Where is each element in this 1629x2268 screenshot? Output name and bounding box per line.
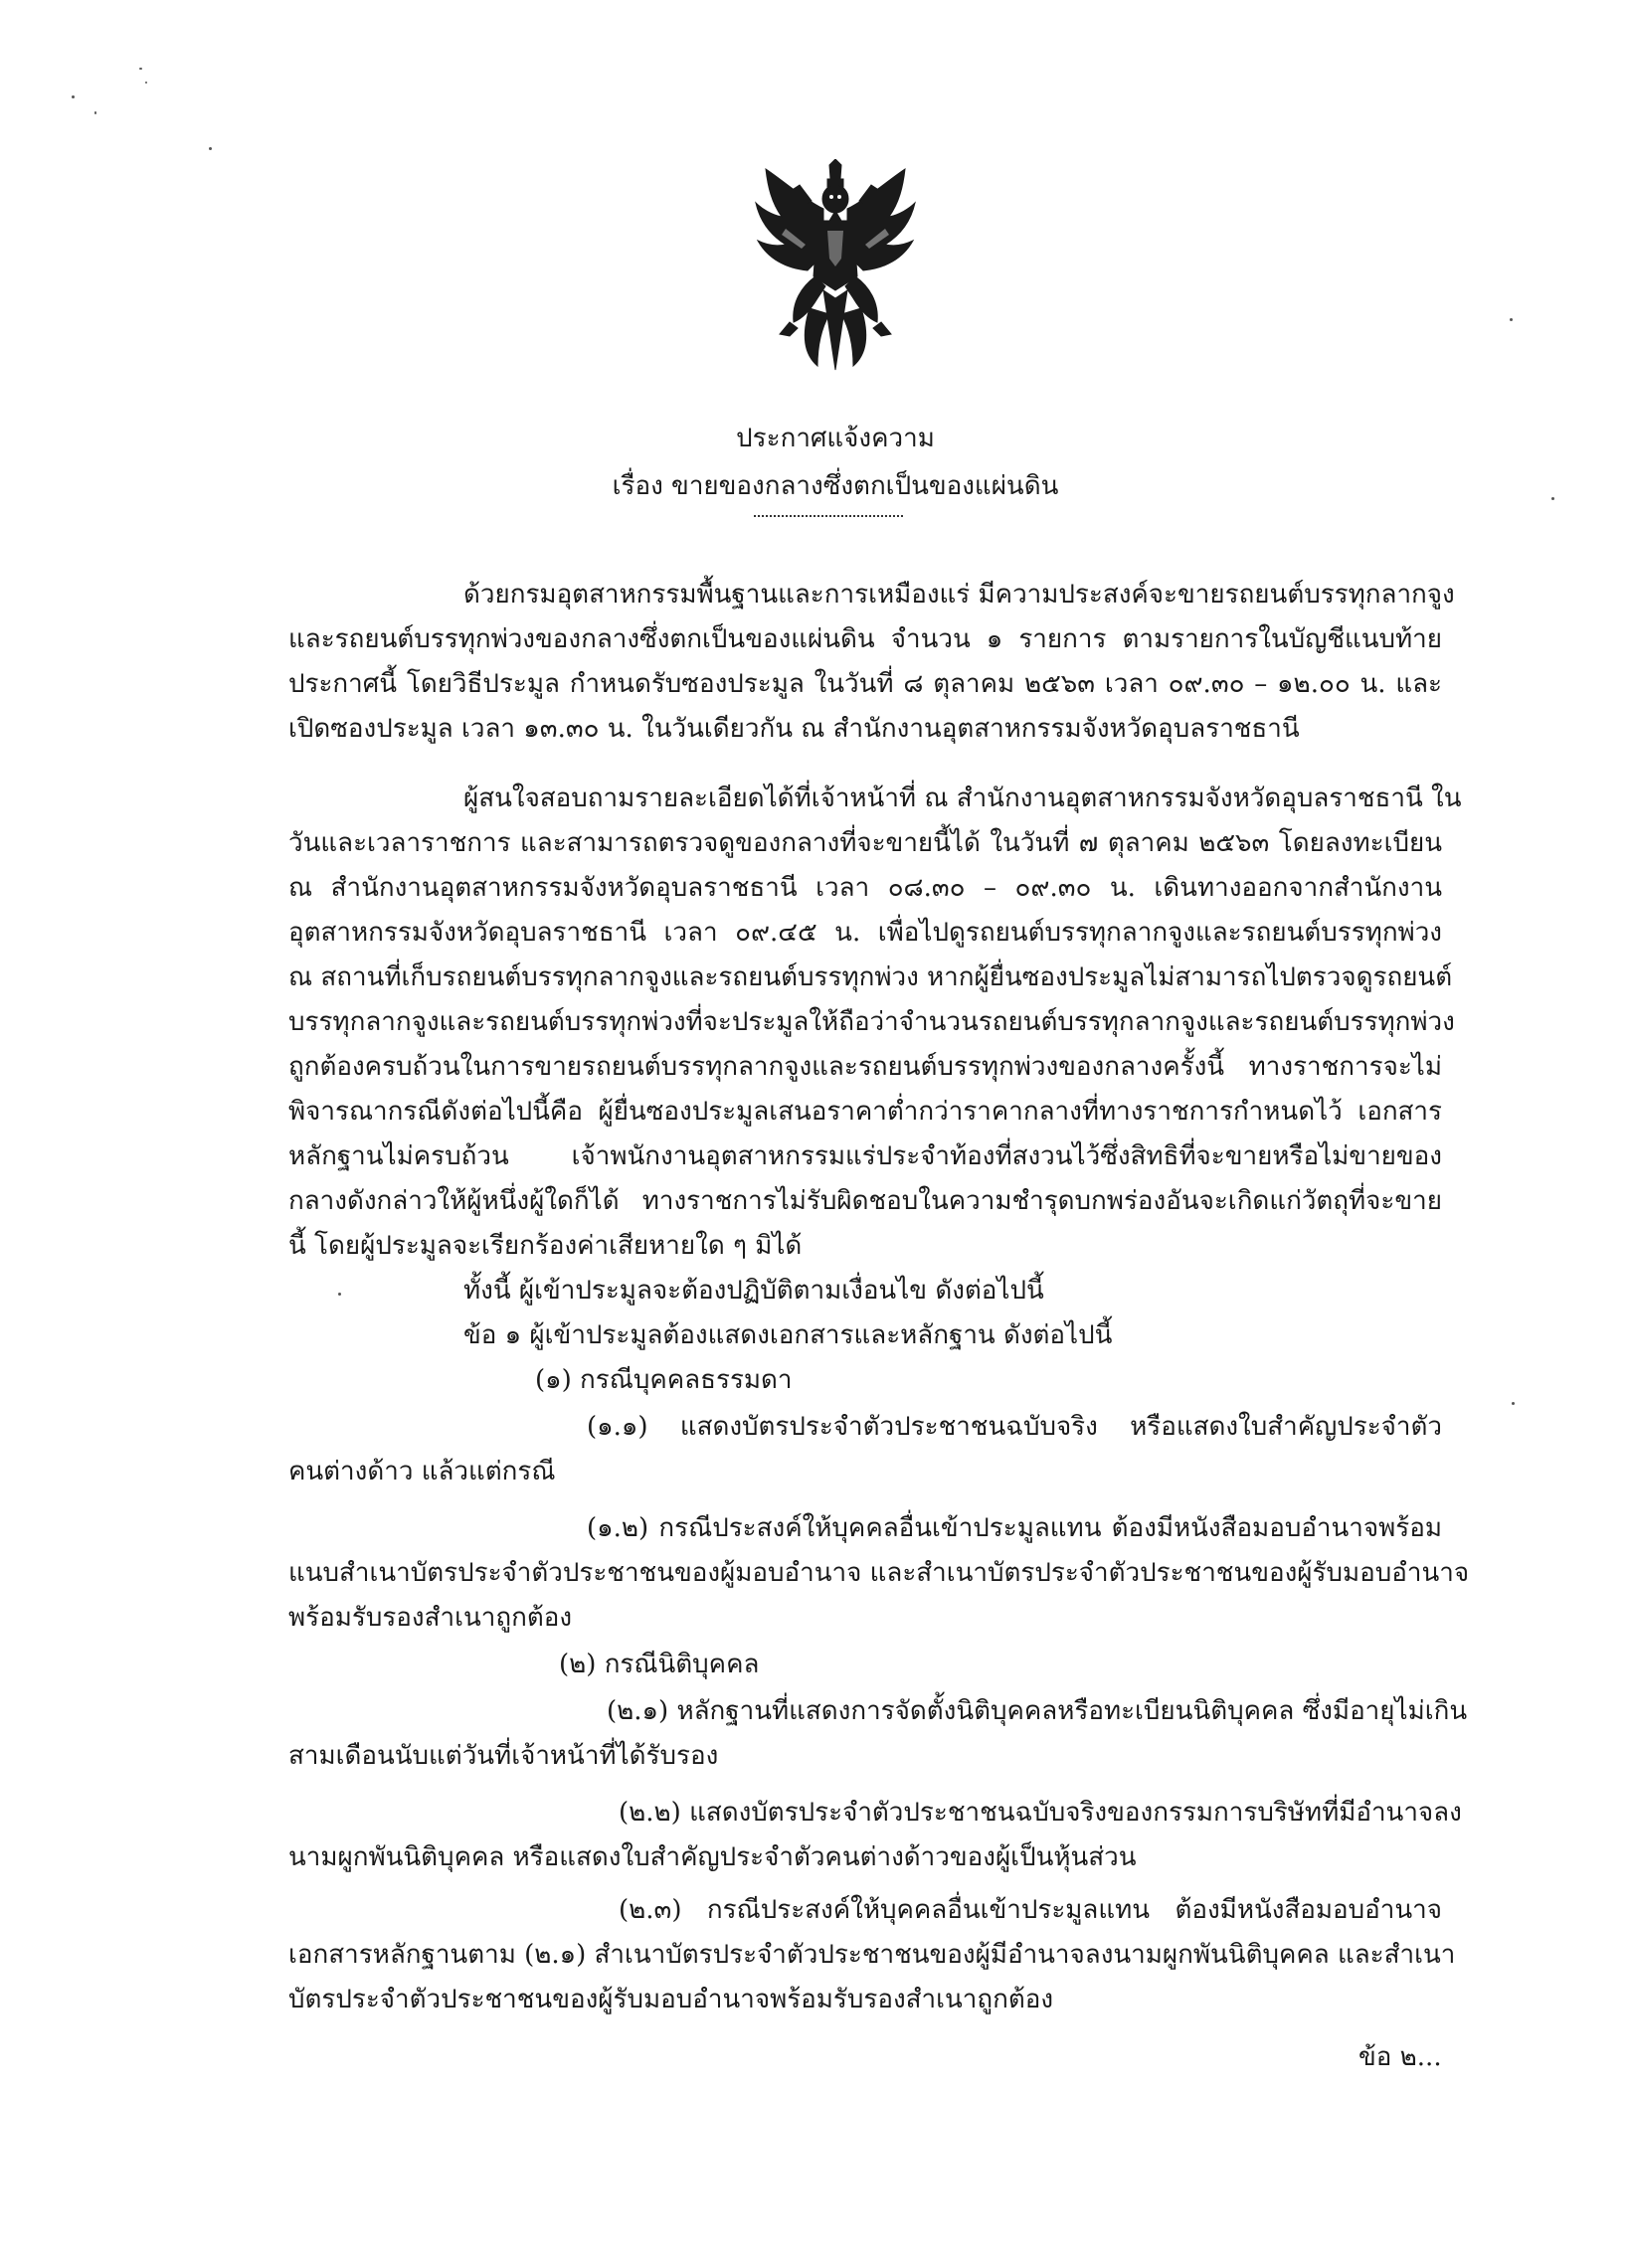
scan-speck [209,147,212,150]
sub-clause-line: (๒.๑) หลักฐานที่แสดงการจัดตั้งนิติบุคคลหรือทะเบียนนิติบุคคล ซึ่งมีอายุไม่เกิน [607,1696,1468,1726]
paragraph-line: ณ สำนักงานอุตสาหกรรมจังหวัดอุบลราชธานี เวลา ๐๘.๓๐ – ๐๙.๓๐ น. เดินทางออกจากสำนักงาน [288,873,1442,903]
sub-clause-line: คนต่างด้าว แล้วแต่กรณี [288,1457,556,1486]
paragraph-line: ณ สถานที่เก็บรถยนต์บรรทุกลากจูงและรถยนต์บรรทุกพ่วง หากผู้ยื่นซองประมูลไม่สามารถไปตรวจดูรถยนต์ [288,962,1453,992]
subject-line: เรื่อง ขายของกลางซึ่งตกเป็นของแผ่นดิน [612,471,1059,501]
sub-clause-line: สามเดือนนับแต่วันที่เจ้าหน้าที่ได้รับรอง [288,1741,719,1771]
garuda-emblem-icon [746,159,925,373]
scan-speck [1510,318,1513,321]
case-heading: (๒) กรณีนิติบุคคล [559,1650,760,1679]
paragraph-line: ผู้สนใจสอบถามรายละเอียดได้ที่เจ้าหน้าที่ ณ สำนักงานอุตสาหกรรมจังหวัดอุบลราชธานี ใน [463,784,1462,813]
continuation-marker: ข้อ ๒... [1358,2042,1442,2072]
case-heading: (๑) กรณีบุคคลธรรมดา [535,1365,793,1395]
scan-speck [1551,497,1554,500]
paragraph-line: กลางดังกล่าวให้ผู้หนึ่งผู้ใดก็ได้ ทางราชการไม่รับผิดชอบในความชำรุดบกพร่องอันจะเกิดแก่วัตถุที่จะขาย [288,1186,1442,1216]
paragraph-line: ถูกต้องครบถ้วนในการขายรถยนต์บรรทุกลากจูงและรถยนต์บรรทุกพ่วงของกลางครั้งนี้ ทางราชการจะไม่ [288,1052,1442,1082]
page-title: ประกาศแจ้งความ [736,424,935,453]
sub-clause-line: (๒.๓) กรณีประสงค์ให้บุคคลอื่นเข้าประมูลแทน ต้องมีหนังสือมอบอำนาจ [619,1895,1442,1925]
dotted-divider [754,515,903,517]
condition-intro: ทั้งนี้ ผู้เข้าประมูลจะต้องปฏิบัติตามเงื่อนไข ดังต่อไปนี้ [463,1276,1044,1306]
sub-clause-line: บัตรประจำตัวประชาชนของผู้รับมอบอำนาจพร้อมรับรองสำเนาถูกต้อง [288,1985,1054,2014]
paragraph-line: นี้ โดยผู้ประมูลจะเรียกร้องค่าเสียหายใด ๆ มิได้ [288,1231,803,1261]
paragraph-line: หลักฐานไม่ครบถ้วน เจ้าพนักงานอุตสาหกรรมแร่ประจำท้องที่สงวนไว้ซึ่งสิทธิที่จะขายหรือไม่ขายของ [288,1141,1442,1171]
sub-clause-line: พร้อมรับรองสำเนาถูกต้อง [288,1603,573,1633]
paragraph-line: วันและเวลาราชการ และสามารถตรวจดูของกลางที่จะขายนี้ได้ ในวันที่ ๗ ตุลาคม ๒๕๖๓ โดยลงทะเบียน [288,828,1442,858]
sub-clause-line: (๑.๒) กรณีประสงค์ให้บุคคลอื่นเข้าประมูลแทน ต้องมีหนังสือมอบอำนาจพร้อม [587,1513,1442,1543]
paragraph-line: เปิดซองประมูล เวลา ๑๓.๓๐ น. ในวันเดียวกัน ณ สำนักงานอุตสาหกรรมจังหวัดอุบลราชธานี [288,714,1300,744]
scan-speck [1512,1402,1515,1405]
scan-speck [72,95,75,98]
scan-speck [139,68,142,70]
paragraph-line: ด้วยกรมอุตสาหกรรมพื้นฐานและการเหมืองแร่ มีความประสงค์จะขายรถยนต์บรรทุกลากจูง [463,580,1455,610]
sub-clause-line: นามผูกพันนิติบุคคล หรือแสดงใบสำคัญประจำตัวคนต่างด้าวของผู้เป็นหุ้นส่วน [288,1842,1137,1872]
scan-speck [338,1293,341,1296]
paragraph-line: บรรทุกลากจูงและรถยนต์บรรทุกพ่วงที่จะประมูลให้ถือว่าจำนวนรถยนต์บรรทุกลากจูงและรถยนต์บรรทุกพ่วง [288,1007,1455,1037]
scan-speck [94,111,96,114]
paragraph-line: ประกาศนี้ โดยวิธีประมูล กำหนดรับซองประมูล ในวันที่ ๘ ตุลาคม ๒๕๖๓ เวลา ๐๙.๓๐ – ๑๒.๐๐ น. และ [288,669,1442,699]
clause-heading: ข้อ ๑ ผู้เข้าประมูลต้องแสดงเอกสารและหลักฐาน ดังต่อไปนี้ [463,1320,1113,1350]
sub-clause-line: เอกสารหลักฐานตาม (๒.๑) สำเนาบัตรประจำตัวประชาชนของผู้มีอำนาจลงนามผูกพันนิติบุคคล และสำเนา [288,1940,1456,1970]
sub-clause-line: แนบสำเนาบัตรประจำตัวประชาชนของผู้มอบอำนาจ และสำเนาบัตรประจำตัวประชาชนของผู้รับมอบอำนาจ [288,1558,1470,1588]
sub-clause-line: (๑.๑) แสดงบัตรประจำตัวประชาชนฉบับจริง หรือแสดงใบสำคัญประจำตัว [587,1412,1442,1442]
paragraph-line: และรถยนต์บรรทุกพ่วงของกลางซึ่งตกเป็นของแผ่นดิน จำนวน ๑ รายการ ตามรายการในบัญชีแนบท้าย [288,624,1442,654]
scan-speck [145,82,147,84]
sub-clause-line: (๒.๒) แสดงบัตรประจำตัวประชาชนฉบับจริงของกรรมการบริษัทที่มีอำนาจลง [619,1798,1462,1828]
paragraph-line: พิจารณากรณีดังต่อไปนี้คือ ผู้ยื่นซองประมูลเสนอราคาต่ำกว่าราคากลางที่ทางราชการกำหนดไว้ เอกสาร [288,1097,1442,1127]
paragraph-line: อุตสาหกรรมจังหวัดอุบลราชธานี เวลา ๐๙.๔๕ น. เพื่อไปดูรถยนต์บรรทุกลากจูงและรถยนต์บรรทุกพ่วง [288,918,1442,948]
